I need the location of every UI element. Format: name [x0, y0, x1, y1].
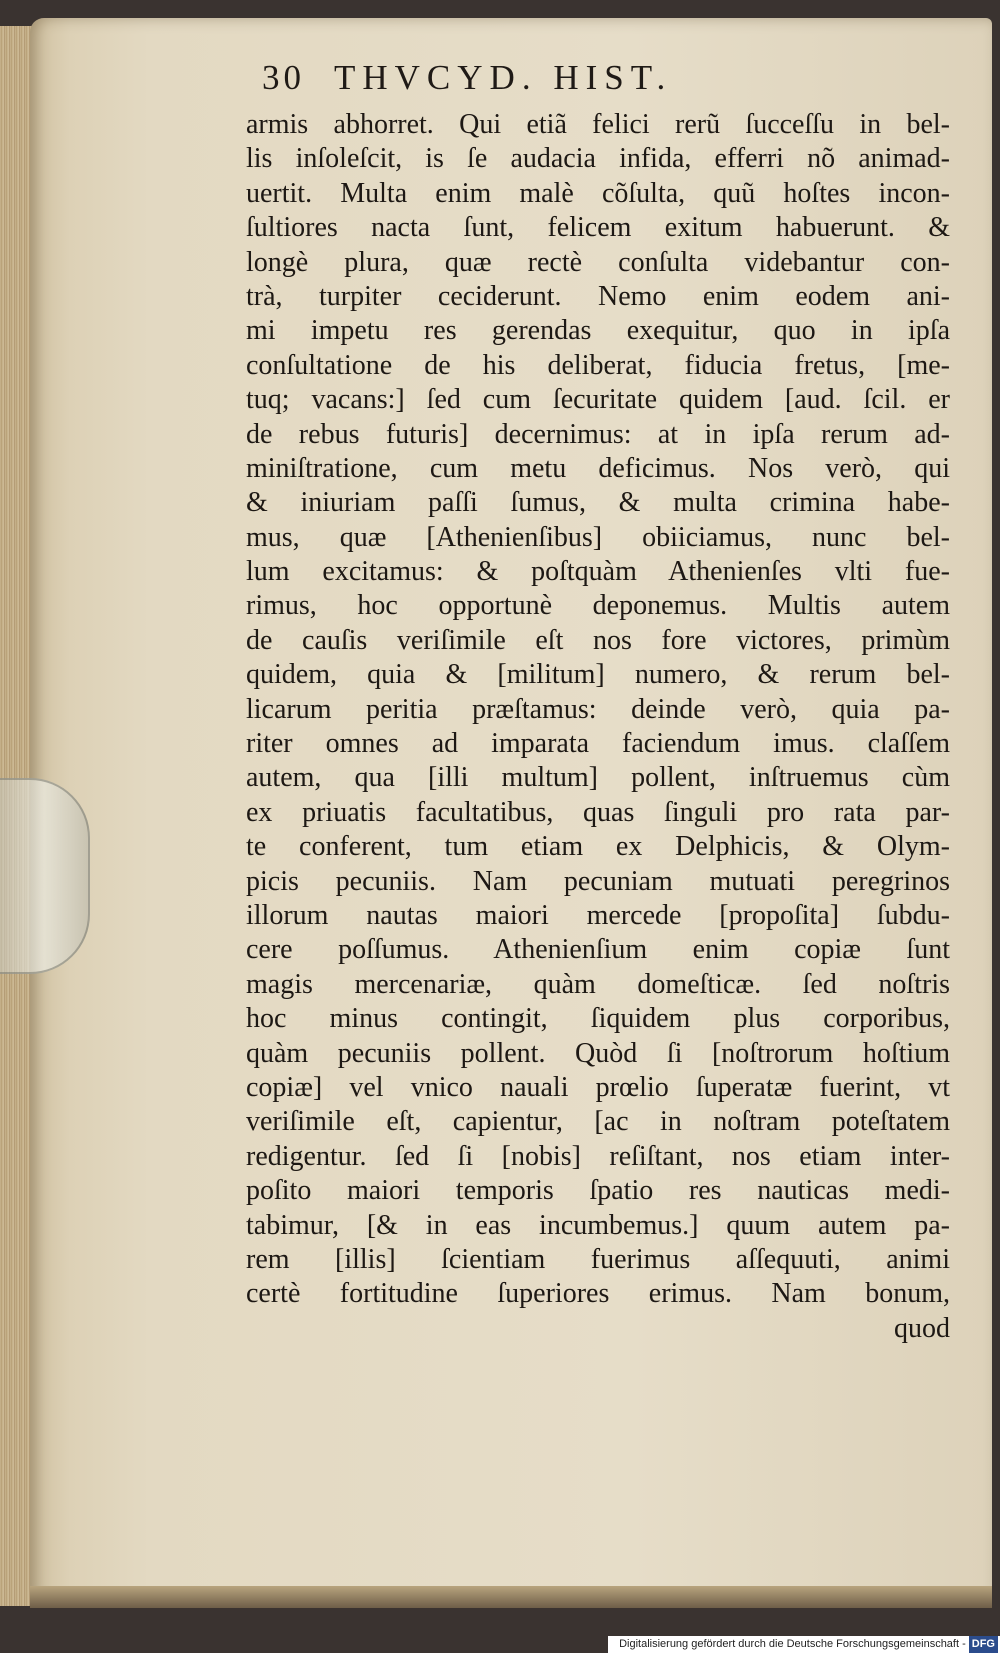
dfg-logo: DFG [969, 1636, 998, 1653]
page-header [262, 58, 822, 98]
text-line: rem [illis] ſcientiam fuerimus aſſequuti, animi [246, 1243, 950, 1275]
text-line: autem, qua [illi multum] pollent, inſtruemus cùm [246, 762, 950, 794]
text-line: ex priuatis facultatibus, quas ſinguli pro rata par- [246, 796, 950, 828]
text-line: lum excitamus: & poſtquàm Athenienſes vlti fue- [246, 556, 950, 588]
text-line: conſultatione de his deliberat, fiducia fretus, [me- [246, 349, 950, 381]
page-bottom-edge [30, 1586, 992, 1608]
text-line: veriſimile eſt, capientur, [ac in noſtram poteſtatem [246, 1106, 950, 1138]
text-line: trà, turpiter ceciderunt. Nemo enim eodem ani- [246, 280, 950, 312]
text-line: de cauſis veriſimile eſt nos fore victores, primùm [246, 624, 950, 656]
text-line: te conferent, tum etiam ex Delphicis, & Olym- [246, 831, 950, 863]
text-line: mi impetu res gerendas exequitur, quo in ipſa [246, 315, 950, 347]
page-number: 30 [262, 58, 305, 97]
text-line: hoc minus contingit, ſiquidem plus corporibus, [246, 1003, 950, 1035]
footer-text: Digitalisierung gefördert durch die Deutsche Forschungsgemeinschaft - [619, 1638, 966, 1650]
text-line: tabimur, [& in eas incumbemus.] quum autem pa- [246, 1209, 950, 1241]
footer-credit [608, 1636, 1000, 1653]
text-line: redigentur. ſed ſi [nobis] reſiſtant, nos etiam inter- [246, 1140, 950, 1172]
text-line: uertit. Multa enim malè cõſulta, quũ hoſtes incon- [246, 177, 950, 209]
text-line: lis inſoleſcit, is ſe audacia infida, efferri nõ animad- [246, 143, 950, 175]
text-line: armis abhorret. Qui etiã felici rerũ ſucceſſu in bel- [246, 109, 950, 140]
text-line: rimus, hoc opportunè deponemus. Multis autem [246, 590, 950, 622]
text-line: quidem, quia & [militum] numero, & rerum bel- [246, 659, 950, 691]
body-text [246, 108, 950, 1346]
text-line: picis pecuniis. Nam pecuniam mutuati peregrinos [246, 865, 950, 897]
text-line: magis mercenariæ, quàm domeſticæ. ſed noſtris [246, 968, 950, 1000]
text-line: & iniuriam paſſi ſumus, & multa crimina habe- [246, 487, 950, 519]
text-line: quod [894, 1312, 950, 1344]
text-line: riter omnes ad imparata faciendum imus. claſſem [246, 728, 950, 760]
text-line: copiæ] vel vnico nauali prœlio ſuperatæ fuerint, vt [246, 1071, 950, 1103]
text-line: poſito maiori temporis ſpatio res nauticas medi- [246, 1175, 950, 1207]
text-line: longè plura, quæ rectè conſulta videbantur con- [246, 246, 950, 278]
text-line: certè fortitudine ſuperiores erimus. Nam bonum, [246, 1278, 950, 1310]
text-line: de rebus futuris] decernimus: at in ipſa rerum ad- [246, 418, 950, 450]
text-line: licarum peritia præſtamus: deinde verò, quia pa- [246, 693, 950, 725]
text-line: tuq; vacans:] ſed cum ſecuritate quidem [aud. ſcil. er [246, 384, 950, 416]
text-line: cere poſſumus. Athenienſium enim copiæ ſunt [246, 934, 950, 966]
text-line: ſultiores nacta ſunt, felicem exitum habuerunt. & [246, 212, 950, 244]
text-line: illorum nautas maiori mercede [propoſita] ſubdu- [246, 899, 950, 931]
text-line: quàm pecuniis pollent. Quòd ſi [noſtrorum hoſtium [246, 1037, 950, 1069]
text-line: miniſtratione, cum metu deficimus. Nos verò, qui [246, 452, 950, 484]
running-title: THVCYD. HIST. [334, 58, 673, 97]
text-line: mus, quæ [Athenienſibus] obiiciamus, nunc bel- [246, 521, 950, 553]
page-clip [0, 778, 90, 974]
